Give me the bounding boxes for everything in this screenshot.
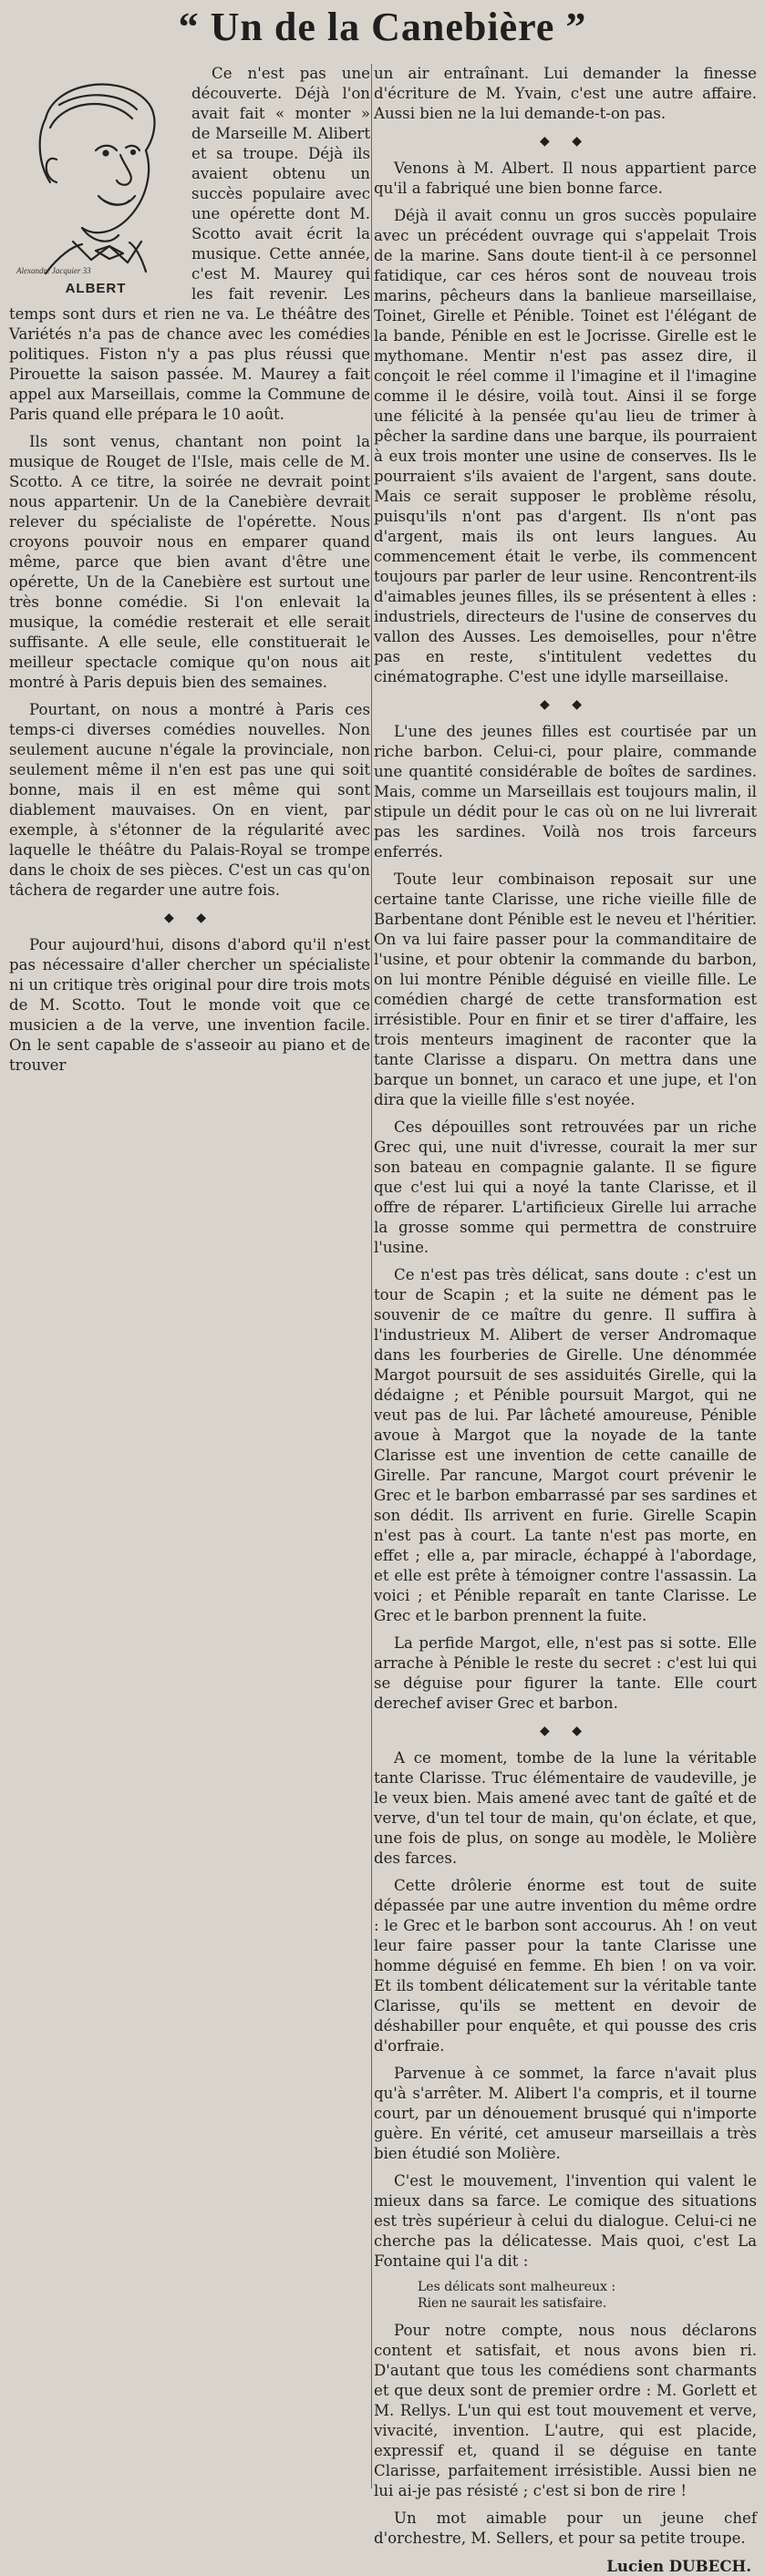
paragraph: Pourtant, on nous a montré à Paris ces temps-ci diverses comédies nouvelles. Non seulement aucune n'égale la provinciale, non seulement même il n'en est pas une qui soit bonne, mais il en est même qui sont diablement mauvaises. On en vient, par exemple, à s'étonner de la régularité avec laquelle le théâtre du Palais-Royal se trompe dans le choix de ses pièces. C'est un cas qu'on tâchera de regarder une autre fois. [9, 701, 370, 899]
paragraph: Parvenue à ce sommet, la farce n'avait plus qu'à s'arrêter. M. Alibert l'a compris, et il tourne court, par un dénouement brusqué qui n'importe guère. En vérité, cet amuseur marseillais a très bien étudié son Molière. [374, 2065, 757, 2162]
quote-line: Les délicats sont malheureux : [418, 2280, 616, 2294]
paragraph: Ils sont venus, chantant non point la musique de Rouget de l'Isle, mais celle de M. Scotto. A ce titre, la soirée ne devrait point nous appartenir. Un de la Canebière devrait relever du spécialiste de l'opérette. Nous croyons pouvoir nous en emparer quand même, parce que bien avant d'être une opérette, Un de la Canebière est surtout une très bonne comédie. Si l'on enlevait la musique, la comédie resterait et elle serait suffisante. A elle seule, elle constituerait le meilleur spectacle comique qu'on nous ait montré à Paris depuis bien des semaines. [9, 433, 370, 691]
section-separator: ◆ ◆ [164, 911, 215, 925]
paragraph: Un mot aimable pour un jeune chef d'orchestre, M. Sellers, et pour sa petite troupe. [374, 2509, 757, 2547]
quote-line: Rien ne saurait les satisfaire. [418, 2296, 607, 2311]
column-2 [374, 64, 757, 2576]
article-title: “ Un de la Canebière ” [178, 5, 587, 49]
portrait-caption: ALBERT [65, 281, 127, 296]
portrait-illustration [9, 64, 182, 299]
verse-quote [418, 2279, 757, 2312]
column-divider [371, 64, 372, 2488]
paragraph: Cette drôlerie énorme est tout de suite dépassée par une autre invention du même ordre : le Grec et le barbon sont accourus. Ah ! on veut leur faire passer pour la tante Clarisse une homme déguisé en femme. Eh bien ! on va voir. Et ils tombent délicatement sur la véritable tante Clarisse, qu'ils se mettent en devoir de déshabiller pour enquête, et qui pousse des cris d'orfraie. [374, 1877, 757, 2055]
author-signature: Lucien DUBECH. [606, 2557, 751, 2575]
paragraph: Ce n'est pas une découverte. Déjà l'on avait fait « monter » de Marseille M. Alibert et sa troupe. Déjà ils avaient obtenu un succès populaire avec une opérette dont M. Scotto avait écrit la musique. Cette année, c'est M. Maurey qui les fait revenir. Les temps sont durs et rien ne va. Le théâtre des Variétés n'a pas de chance avec les comédies politiques. Fiston n'y a pas plus réussi que Pirouette la saison passée. M. Maurey a fait appel aux Marseillais, comme la Commune de Paris quand elle prépara le 10 août. [9, 65, 370, 423]
paragraph: A ce moment, tombe de la lune la véritable tante Clarisse. Truc élémentaire de vaudeville, je le veux bien. Mais amené avec tant de gaîté et de verve, d'un tel tour de main, qu'on éclate, et que, une fois de plus, on songe au modèle, le Molière des farces. [374, 1749, 757, 1867]
paragraph: L'une des jeunes filles est courtisée par un riche barbon. Celui-ci, pour plaire, commande une quantité considérable de boîtes de sardines. Mais, comme un Marseillais est toujours malin, il stipule un dédit pour le cas où on ne lui livrerait pas les sardines. Voilà nos trois farceurs enferrés. [374, 723, 757, 860]
column-1 [9, 64, 370, 1083]
caricature-drawing [9, 64, 182, 279]
paragraph: Ce n'est pas très délicat, sans doute : c'est un tour de Scapin ; et la suite ne dément pas le souvenir de ce maître du genre. Il suffira à l'industrieux M. Alibert de verser Andromaque dans les fourberies de Girelle. Une dénommée Margot poursuit de ses assiduités Girelle, qui la dédaigne ; et Pénible poursuit Margot, qui ne veut pas de lui. Par lâcheté amoureuse, Pénible avoue à Margot que la noyade de la tante Clarisse est une invention de cette canaille de Girelle. Par rancune, Margot court prévenir le Grec et le barbon embarrassé par ses sardines et son dédit. Ils arrivent en furie. Girelle Scapin n'est pas à court. La tante n'est pas morte, en effet ; elle a, par miracle, échappé à l'abordage, et elle est prête à témoigner contre l'assassin. La voici ; et Pénible reparaît en tante Clarisse. Le Grec et le barbon prennent la fuite. [374, 1266, 757, 1624]
paragraph: La perfide Margot, elle, n'est pas si sotte. Elle arrache à Pénible le reste du secret : c'est lui qui se déguise pour figurer la tante. Elle court derechef aviser Grec et barbon. [374, 1634, 757, 1712]
section-separator: ◆ ◆ [540, 134, 591, 149]
paragraph: Pour aujourd'hui, disons d'abord qu'il n'est pas nécessaire d'aller chercher un spécialiste ni un critique très original pour dire trois mots de M. Scotto. Tout le monde voit que ce musicien a de la verve, une invention facile. On le sent capable de s'asseoir au piano et de trouver [9, 936, 370, 1074]
paragraph: un air entraînant. Lui demander la finesse d'écriture de M. Yvain, c'est une autre affaire. Aussi bien ne la lui demande-t-on pas. [374, 65, 757, 122]
paragraph: Venons à M. Albert. Il nous appartient parce qu'il a fabriqué une bien bonne farce. [374, 160, 757, 197]
paragraph: Ces dépouilles sont retrouvées par un riche Grec qui, une nuit d'ivresse, courait la mer sur son bateau en compagnie galante. Il se figure que c'est lui qui a noyé la tante Clarisse, et il offre de réparer. L'artificieux Girelle lui arrache la grosse somme qui permettra de construire l'usine. [374, 1118, 757, 1256]
artist-signature: Alexandre Jacquier 33 [16, 266, 91, 275]
paragraph: Pour notre compte, nous nous déclarons content et satisfait, et nous avons bien ri. D'autant que tous les comédiens sont charmants et que deux sont de premier ordre : M. Gorlett et M. Rellys. L'un qui est tout mouvement et verve, vivacité, invention. L'autre, qui est placide, expressif et, quand il se déguise en tante Clarisse, parfaitement irrésistible. Aussi bien ne lui ai-je pas résisté ; c'est si bon de rire ! [374, 2322, 757, 2499]
section-separator: ◆ ◆ [540, 697, 591, 712]
paragraph: C'est le mouvement, l'invention qui valent le mieux dans sa farce. Le comique des situations est très supérieur à celui du dialogue. Celui-ci ne cherche pas la délicatesse. Mais quoi, c'est La Fontaine qui l'a dit : [374, 2172, 757, 2270]
paragraph: Toute leur combinaison reposait sur une certaine tante Clarisse, une riche vieille fille de Barbentane dont Pénible est le neveu et l'héritier. On va lui faire passer pour la commanditaire de l'usine, et pour obtenir la commande du barbon, on lui montre Pénible déguisé en vieille fille. Le comédien chargé de cette transformation est irrésistible. Pour en finir et se tirer d'affaire, les trois menteurs imaginent de raconter que la tante Clarisse a disparu. On mettra dans une barque un bonnet, un caraco et une jupe, et l'on dira que la vieille fille s'est noyée. [374, 871, 757, 1108]
paragraph: Déjà il avait connu un gros succès populaire avec un précédent ouvrage qui s'appelait Trois de la marine. Sans doute tient-il à ce personnel fatidique, car ces héros sont de nouveau trois marins, pêcheurs dans la banlieue marseillaise, Toinet, Girelle et Pénible. Toinet est l'élégant de la bande, Pénible en est le Jocrisse. Girelle est le mythomane. Mentir n'est pas assez dire, il conçoit le réel comme il l'imagine et il l'imagine comme il le désire, voilà tout. Ainsi il se forge une félicité à la pensée qu'au lieu de trimer à pêcher la sardine dans une barque, ils pourraient à eux trois monter une usine de conserves. Ils le pourraient s'ils avaient de l'argent, sans doute. Mais ce serait supposer le problème résolu, puisqu'ils n'ont pas d'argent. Ils n'ont pas d'argent, mais ils ont leurs langues. Au commencement était le verbe, ils commencent toujours par parler de leur usine. Rencontrent-ils d'aimables jeunes filles, ils se présentent à elles : industriels, directeurs de l'usine de conserves du vallon des Ausses. Les demoiselles, pour n'être pas en reste, s'intitulent vedettes du cinématographe. C'est une idylle marseillaise. [374, 207, 757, 685]
section-separator: ◆ ◆ [540, 1724, 591, 1738]
